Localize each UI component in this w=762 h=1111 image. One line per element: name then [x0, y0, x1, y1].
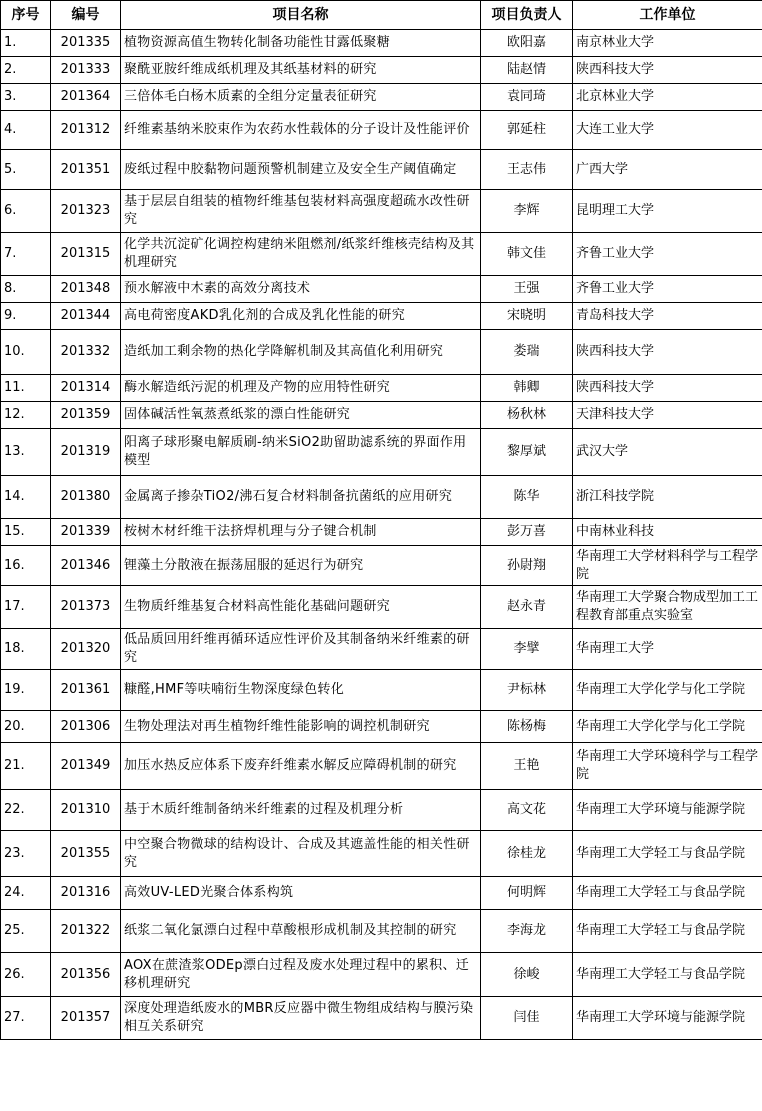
- cell-leader: 杨秋林: [481, 402, 573, 429]
- cell-leader: 李擘: [481, 629, 573, 670]
- cell-code: 201312: [51, 111, 121, 150]
- cell-code: 201355: [51, 831, 121, 877]
- table-row: [1, 402, 762, 429]
- cell-unit: 天津科技大学: [573, 402, 762, 429]
- cell-seq: 21.: [1, 743, 51, 790]
- cell-code: 201359: [51, 402, 121, 429]
- cell-project-name: AOX在蔗渣浆ODEp漂白过程及废水处理过程中的累积、迁移机理研究: [121, 953, 481, 997]
- table-row: [1, 429, 762, 476]
- cell-leader: 陈华: [481, 476, 573, 519]
- cell-seq: 14.: [1, 476, 51, 519]
- cell-leader: 郭延柱: [481, 111, 573, 150]
- table-row: [1, 743, 762, 790]
- cell-leader: 王强: [481, 276, 573, 303]
- cell-project-name: 阳离子球形聚电解质刷-纳米SiO2助留助滤系统的界面作用模型: [121, 429, 481, 476]
- header-unit: 工作单位: [573, 1, 762, 30]
- cell-project-name: 桉树木材纤维干法挤焊机理与分子键合机制: [121, 519, 481, 546]
- cell-unit: 华南理工大学化学与化工学院: [573, 670, 762, 711]
- cell-leader: 徐峻: [481, 953, 573, 997]
- cell-code: 201339: [51, 519, 121, 546]
- table-row: [1, 546, 762, 586]
- cell-seq: 7.: [1, 233, 51, 276]
- table-row: [1, 30, 762, 57]
- cell-code: 201351: [51, 150, 121, 190]
- cell-code: 201364: [51, 84, 121, 111]
- cell-project-name: 造纸加工剩余物的热化学降解机制及其高值化利用研究: [121, 330, 481, 375]
- cell-project-name: 聚酰亚胺纤维成纸机理及其纸基材料的研究: [121, 57, 481, 84]
- table-body: [1, 30, 762, 1040]
- cell-seq: 18.: [1, 629, 51, 670]
- cell-code: 201320: [51, 629, 121, 670]
- cell-project-name: 植物资源高值生物转化制备功能性甘露低聚糖: [121, 30, 481, 57]
- header-seq: 序号: [1, 1, 51, 30]
- cell-leader: 尹标林: [481, 670, 573, 711]
- cell-seq: 22.: [1, 790, 51, 831]
- cell-seq: 15.: [1, 519, 51, 546]
- cell-project-name: 低品质回用纤维再循环适应性评价及其制备纳米纤维素的研究: [121, 629, 481, 670]
- cell-unit: 华南理工大学轻工与食品学院: [573, 877, 762, 910]
- cell-project-name: 中空聚合物微球的结构设计、合成及其遮盖性能的相关性研究: [121, 831, 481, 877]
- cell-unit: 武汉大学: [573, 429, 762, 476]
- cell-leader: 何明辉: [481, 877, 573, 910]
- cell-code: 201344: [51, 303, 121, 330]
- cell-unit: 浙江科技学院: [573, 476, 762, 519]
- cell-project-name: 锂藻土分散液在振荡屈服的延迟行为研究: [121, 546, 481, 586]
- cell-seq: 24.: [1, 877, 51, 910]
- table-row: [1, 910, 762, 953]
- cell-project-name: 基于层层自组装的植物纤维基包装材料高强度超疏水改性研究: [121, 190, 481, 233]
- table-row: [1, 670, 762, 711]
- cell-seq: 10.: [1, 330, 51, 375]
- cell-seq: 5.: [1, 150, 51, 190]
- cell-project-name: 生物质纤维基复合材料高性能化基础问题研究: [121, 586, 481, 629]
- cell-seq: 25.: [1, 910, 51, 953]
- cell-unit: 齐鲁工业大学: [573, 233, 762, 276]
- cell-unit: 大连工业大学: [573, 111, 762, 150]
- table-row: [1, 276, 762, 303]
- cell-seq: 16.: [1, 546, 51, 586]
- cell-leader: 韩卿: [481, 375, 573, 402]
- cell-leader: 闫佳: [481, 997, 573, 1040]
- cell-leader: 孙尉翔: [481, 546, 573, 586]
- cell-project-name: 纸浆二氧化氯漂白过程中草酸根形成机制及其控制的研究: [121, 910, 481, 953]
- cell-unit: 华南理工大学轻工与食品学院: [573, 953, 762, 997]
- cell-leader: 李辉: [481, 190, 573, 233]
- cell-code: 201319: [51, 429, 121, 476]
- cell-unit: 华南理工大学: [573, 629, 762, 670]
- cell-leader: 欧阳嘉: [481, 30, 573, 57]
- cell-leader: 袁同琦: [481, 84, 573, 111]
- cell-leader: 高文花: [481, 790, 573, 831]
- cell-unit: 陕西科技大学: [573, 330, 762, 375]
- table-row: [1, 519, 762, 546]
- cell-seq: 6.: [1, 190, 51, 233]
- cell-seq: 26.: [1, 953, 51, 997]
- table-row: [1, 233, 762, 276]
- cell-unit: 陕西科技大学: [573, 57, 762, 84]
- header-code: 编号: [51, 1, 121, 30]
- table-row: [1, 711, 762, 743]
- cell-code: 201323: [51, 190, 121, 233]
- table-row: [1, 953, 762, 997]
- cell-unit: 华南理工大学环境科学与工程学院: [573, 743, 762, 790]
- table-row: [1, 476, 762, 519]
- header-leader: 项目负责人: [481, 1, 573, 30]
- cell-leader: 陈杨梅: [481, 711, 573, 743]
- cell-code: 201316: [51, 877, 121, 910]
- table-row: [1, 84, 762, 111]
- cell-seq: 17.: [1, 586, 51, 629]
- cell-seq: 23.: [1, 831, 51, 877]
- table-row: [1, 586, 762, 629]
- table-row: [1, 111, 762, 150]
- cell-unit: 广西大学: [573, 150, 762, 190]
- cell-code: 201335: [51, 30, 121, 57]
- cell-seq: 27.: [1, 997, 51, 1040]
- cell-code: 201349: [51, 743, 121, 790]
- cell-unit: 华南理工大学化学与化工学院: [573, 711, 762, 743]
- header-project-name: 项目名称: [121, 1, 481, 30]
- cell-seq: 4.: [1, 111, 51, 150]
- cell-unit: 齐鲁工业大学: [573, 276, 762, 303]
- table-row: [1, 997, 762, 1040]
- cell-code: 201373: [51, 586, 121, 629]
- table-row: [1, 375, 762, 402]
- cell-leader: 韩文佳: [481, 233, 573, 276]
- cell-project-name: 高电荷密度AKD乳化剂的合成及乳化性能的研究: [121, 303, 481, 330]
- cell-code: 201333: [51, 57, 121, 84]
- cell-seq: 11.: [1, 375, 51, 402]
- cell-project-name: 糠醛,HMF等呋喃衍生物深度绿色转化: [121, 670, 481, 711]
- cell-unit: 华南理工大学轻工与食品学院: [573, 831, 762, 877]
- cell-unit: 华南理工大学聚合物成型加工工程教育部重点实验室: [573, 586, 762, 629]
- cell-project-name: 化学共沉淀矿化调控构建纳米阻燃剂/纸浆纤维核壳结构及其机理研究: [121, 233, 481, 276]
- cell-unit: 华南理工大学材料科学与工程学院: [573, 546, 762, 586]
- table-row: [1, 190, 762, 233]
- cell-leader: 王艳: [481, 743, 573, 790]
- cell-code: 201348: [51, 276, 121, 303]
- cell-leader: 娄瑞: [481, 330, 573, 375]
- cell-seq: 9.: [1, 303, 51, 330]
- cell-code: 201306: [51, 711, 121, 743]
- table-row: [1, 790, 762, 831]
- cell-leader: 宋晓明: [481, 303, 573, 330]
- cell-project-name: 加压水热反应体系下废弃纤维素水解反应障碍机制的研究: [121, 743, 481, 790]
- cell-project-name: 深度处理造纸废水的MBR反应器中微生物组成结构与膜污染相互关系研究: [121, 997, 481, 1040]
- cell-seq: 19.: [1, 670, 51, 711]
- cell-project-name: 三倍体毛白杨木质素的全组分定量表征研究: [121, 84, 481, 111]
- cell-seq: 3.: [1, 84, 51, 111]
- cell-project-name: 高效UV-LED光聚合体系构筑: [121, 877, 481, 910]
- cell-code: 201356: [51, 953, 121, 997]
- cell-seq: 13.: [1, 429, 51, 476]
- cell-seq: 1.: [1, 30, 51, 57]
- cell-code: 201357: [51, 997, 121, 1040]
- table-row: [1, 877, 762, 910]
- cell-code: 201322: [51, 910, 121, 953]
- cell-leader: 徐桂龙: [481, 831, 573, 877]
- cell-leader: 陆赵情: [481, 57, 573, 84]
- cell-unit: 南京林业大学: [573, 30, 762, 57]
- table-row: [1, 330, 762, 375]
- cell-seq: 2.: [1, 57, 51, 84]
- cell-code: 201361: [51, 670, 121, 711]
- cell-project-name: 基于木质纤维制备纳米纤维素的过程及机理分析: [121, 790, 481, 831]
- cell-project-name: 预水解液中木素的高效分离技术: [121, 276, 481, 303]
- table-row: [1, 150, 762, 190]
- table-row: [1, 303, 762, 330]
- cell-code: 201346: [51, 546, 121, 586]
- table-row: [1, 831, 762, 877]
- cell-project-name: 酶水解造纸污泥的机理及产物的应用特性研究: [121, 375, 481, 402]
- cell-code: 201310: [51, 790, 121, 831]
- table-row: [1, 57, 762, 84]
- cell-code: 201380: [51, 476, 121, 519]
- cell-project-name: 金属离子掺杂TiO2/沸石复合材料制备抗菌纸的应用研究: [121, 476, 481, 519]
- cell-code: 201314: [51, 375, 121, 402]
- header-row: [1, 1, 762, 30]
- cell-leader: 赵永青: [481, 586, 573, 629]
- cell-leader: 王志伟: [481, 150, 573, 190]
- cell-project-name: 废纸过程中胶黏物问题预警机制建立及安全生产阈值确定: [121, 150, 481, 190]
- cell-unit: 青岛科技大学: [573, 303, 762, 330]
- cell-project-name: 纤维素基纳米胶束作为农药水性载体的分子设计及性能评价: [121, 111, 481, 150]
- cell-unit: 华南理工大学轻工与食品学院: [573, 910, 762, 953]
- cell-unit: 中南林业科技: [573, 519, 762, 546]
- cell-unit: 北京林业大学: [573, 84, 762, 111]
- cell-seq: 8.: [1, 276, 51, 303]
- cell-unit: 华南理工大学环境与能源学院: [573, 790, 762, 831]
- cell-unit: 昆明理工大学: [573, 190, 762, 233]
- cell-seq: 20.: [1, 711, 51, 743]
- table-row: [1, 629, 762, 670]
- cell-code: 201315: [51, 233, 121, 276]
- cell-leader: 彭万喜: [481, 519, 573, 546]
- cell-project-name: 生物处理法对再生植物纤维性能影响的调控机制研究: [121, 711, 481, 743]
- cell-seq: 12.: [1, 402, 51, 429]
- cell-unit: 陕西科技大学: [573, 375, 762, 402]
- cell-unit: 华南理工大学环境与能源学院: [573, 997, 762, 1040]
- cell-leader: 黎厚斌: [481, 429, 573, 476]
- cell-project-name: 固体碱活性氧蒸煮纸浆的漂白性能研究: [121, 402, 481, 429]
- cell-code: 201332: [51, 330, 121, 375]
- cell-leader: 李海龙: [481, 910, 573, 953]
